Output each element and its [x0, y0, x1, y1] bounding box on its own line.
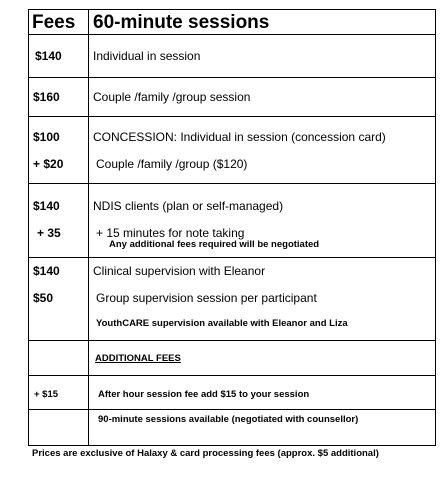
row-divider — [29, 375, 435, 376]
row-divider — [29, 409, 435, 410]
fee-afterhours: + $15 — [34, 389, 59, 400]
note-youthcare: YouthCARE supervision available with Eleanor and Liza — [96, 318, 348, 329]
row-divider — [29, 77, 435, 78]
desc-afterhours: After hour session fee add $15 to your session — [98, 389, 310, 400]
row-divider — [29, 340, 435, 341]
desc-ninety-minute: 90-minute sessions available (negotiated with counsellor) — [98, 414, 359, 425]
sessions-header: 60-minute sessions — [93, 12, 270, 33]
desc-concession-group: Couple /family /group ($120) — [96, 157, 248, 171]
fee-ndis-extra: + 35 — [37, 226, 61, 240]
row-divider — [29, 34, 435, 35]
fee-couple: $160 — [33, 90, 60, 104]
desc-couple: Couple /family /group session — [93, 90, 251, 104]
fee-group-supervision: $50 — [33, 291, 54, 305]
desc-supervision: Clinical supervision with Eleanor — [93, 264, 266, 278]
row-divider — [29, 183, 435, 184]
additional-fees-label: ADDITIONAL FEES — [95, 353, 181, 364]
row-divider — [29, 116, 435, 117]
fee-ndis: $140 — [33, 199, 60, 213]
fee-concession-extra: + $20 — [33, 157, 64, 171]
desc-ndis: NDIS clients (plan or self-managed) — [93, 199, 284, 213]
desc-group-supervision: Group supervision session per participant — [96, 291, 317, 305]
footer-note: Prices are exclusive of Halaxy & card processing fees (approx. $5 additional) — [32, 448, 379, 459]
fee-individual: $140 — [35, 49, 62, 63]
fees-table — [28, 9, 436, 446]
desc-individual: Individual in session — [93, 49, 201, 63]
desc-ndis-notes: + 15 minutes for note taking — [96, 226, 245, 240]
fee-supervision: $140 — [33, 264, 60, 278]
desc-concession: CONCESSION: Individual in session (concession card) — [93, 130, 386, 144]
column-divider — [88, 10, 89, 445]
row-divider — [29, 257, 435, 258]
fees-header: Fees — [32, 12, 76, 33]
fee-concession: $100 — [33, 130, 60, 144]
note-ndis: Any additional fees required will be negotiated — [109, 239, 320, 250]
